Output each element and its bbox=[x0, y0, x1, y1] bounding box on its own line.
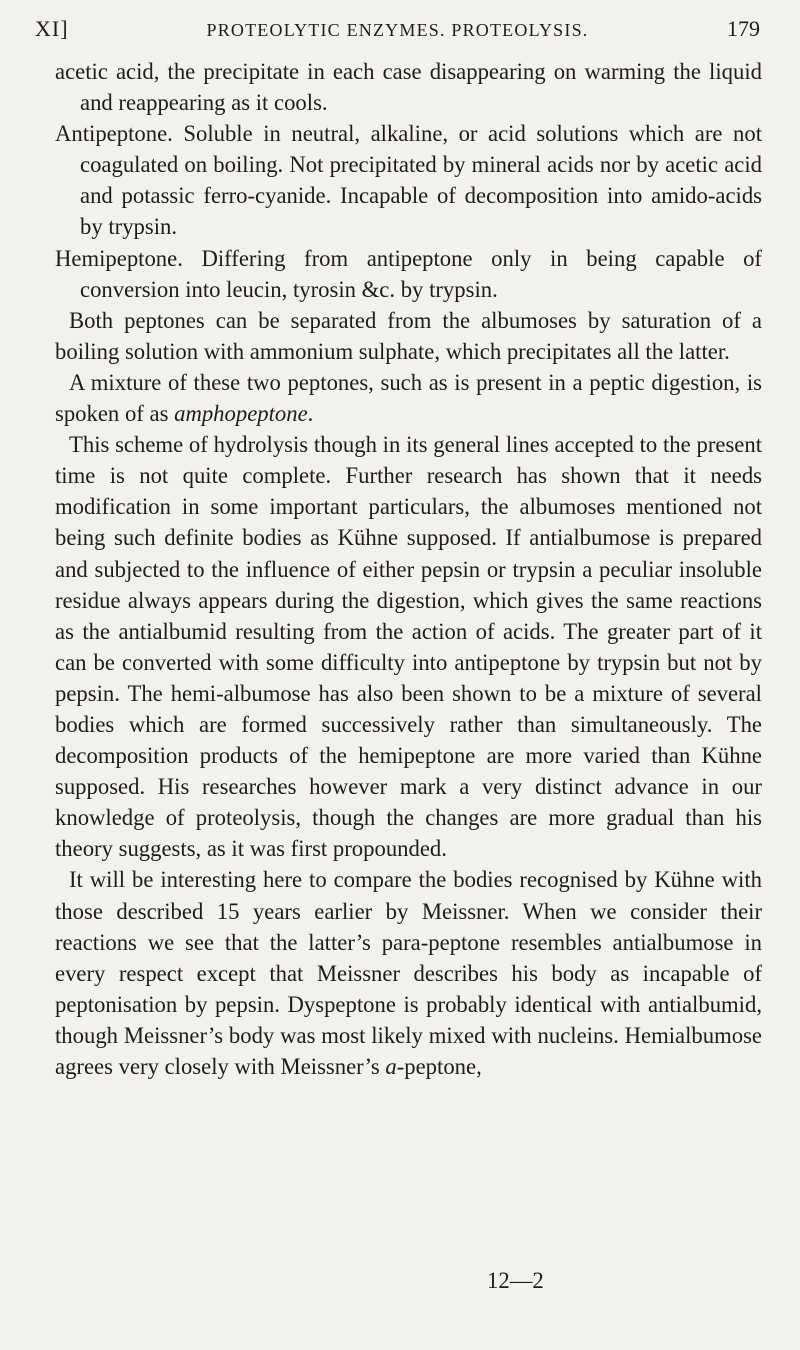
definition-hemipeptone: Hemipeptone. Differing from antipeptone only in being capable of conversion into leucin, tyrosin &c. by trypsin. bbox=[55, 245, 762, 302]
chapter-number: XI] bbox=[35, 16, 69, 41]
page-number: 179 bbox=[727, 16, 760, 41]
paragraph-continuation: acetic acid, the precipitate in each case disappearing on warming the liquid and reappearing as it cools. bbox=[55, 59, 762, 116]
paragraph-scheme: This scheme of hydrolysis though in its general lines accepted to the present time is not quite complete. Further research has shown that it needs modification in some important particulars, the albumoses mentioned not being such definite bodies as Kühne supposed. If antialbumose is prepared and subjected to the influence of either pepsin or trypsin a peculiar insoluble residue always appears during the digestion, which gives the same reactions as the antialbumid resulting from the action of acids. The greater part of it can be converted with some difficulty into antipeptone by trypsin but not by pepsin. The hemi-albumose has also been shown to be a mixture of several bodies which are formed successively rather than simultaneously. The decomposition products of the hemipeptone are more varied than Kühne supposed. His researches however mark a very distinct advance in our knowledge of proteolysis, though the changes are more gradual than his theory suggests, as it was first propounded. bbox=[55, 432, 762, 862]
page-body bbox=[55, 56, 762, 1082]
paragraph-separation: Both peptones can be separated from the albumoses by saturation of a boiling solution with ammonium sulphate, which precipitates all the latter. bbox=[55, 307, 762, 364]
paragraph-text: A mixture of these two peptones, such as is present in a peptic digestion, is spoken of as bbox=[55, 369, 762, 427]
paragraph-text: It will be interesting here to compare the bodies recognised by Kühne with those described 15 years earlier by Meissner. When we consider their reactions we see that the latter’s para-peptone resembles antialbumose in every respect except that Meissner describes his body as incapable of peptonisation by pepsin. Dyspeptone is probably identical with antialbumid, though Meissner’s body was most likely mixed with nucleins. Hemialbumose agrees very closely with Meissner’s bbox=[55, 867, 762, 1079]
paragraph-amphopeptone bbox=[55, 367, 762, 429]
signature-mark: 12—2 bbox=[487, 1268, 544, 1293]
italic-term: amphopeptone bbox=[174, 401, 308, 427]
paragraph-text: . bbox=[307, 401, 314, 427]
running-header bbox=[35, 8, 760, 48]
definition-antipeptone: Antipeptone. Soluble in neutral, alkaline, or acid solutions which are not coagulated on boiling. Not precipitated by mineral acids nor by acetic acid and potassic ferro-cyanide. Incapable of decomposition into amido-acids by trypsin. bbox=[55, 121, 762, 240]
paragraph-comparison bbox=[55, 864, 762, 1082]
italic-term: a bbox=[385, 1054, 397, 1079]
paragraph-text: -peptone, bbox=[396, 1054, 482, 1079]
running-title: PROTEOLYTIC ENZYMES. PROTEOLYSIS. bbox=[206, 20, 589, 40]
